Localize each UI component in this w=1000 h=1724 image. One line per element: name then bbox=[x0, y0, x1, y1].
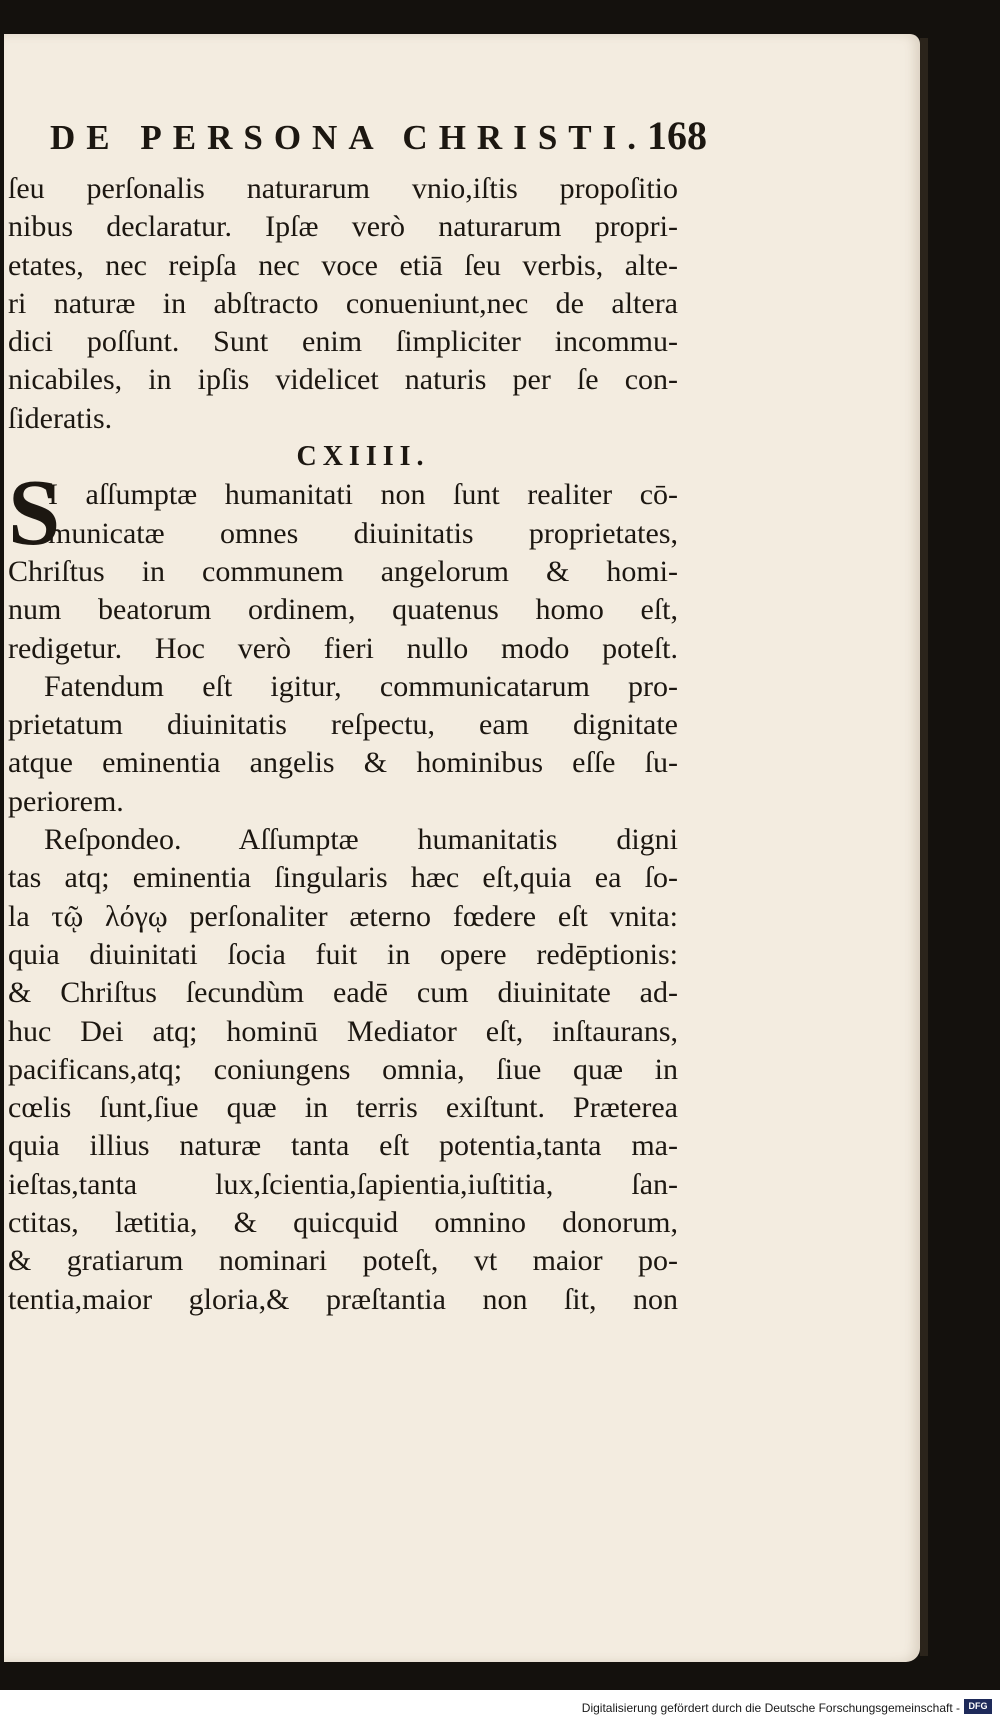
text-line: periorem. bbox=[8, 784, 124, 818]
section-paragraph bbox=[8, 461, 678, 566]
text-line: I aſſumptæ humanitati non ſunt realiter cō- bbox=[48, 478, 678, 512]
text-line: ſeu perſonalis naturarum vnio,iſtis propoſitio bbox=[8, 172, 678, 205]
page-header bbox=[50, 112, 708, 159]
text-line: municatæ omnes diuinitatis proprietates, bbox=[48, 516, 678, 550]
text-line: etates, nec reipſa nec voce etiā ſeu verbis, alte- bbox=[8, 248, 678, 282]
page-number: 168 bbox=[647, 113, 708, 158]
text-line: la τῷ λόγῳ perſonaliter æterno fœdere eſt vnita: bbox=[8, 899, 678, 933]
text-line: Chriſtus in communem angelorum & homi- bbox=[8, 554, 678, 588]
text-line: ieſtas,tanta lux,ſcientia,ſapientia,iuſtitia, ſan- bbox=[8, 1167, 678, 1201]
text-line: & gratiarum nominari poteſt, vt maior po- bbox=[8, 1244, 678, 1278]
text-line: dici poſſunt. Sunt enim ſimpliciter incommu- bbox=[8, 325, 678, 359]
text-line: redigetur. Hoc verò fieri nullo modo poteſt. bbox=[8, 631, 678, 665]
text-line: huc Dei atq; hominū Mediator eſt, inſtaurans, bbox=[8, 1014, 678, 1048]
text-line: Reſpondeo. Aſſumptæ humanitatis digni bbox=[44, 823, 678, 857]
text-line: quia diuinitati ſocia fuit in opere redēptionis: bbox=[8, 937, 678, 971]
text-line: atque eminentia angelis & hominibus eſſe ſu- bbox=[8, 746, 678, 780]
page-edge-shadow bbox=[920, 38, 928, 1656]
text-line: num beatorum ordinem, quatenus homo eſt, bbox=[8, 593, 678, 627]
text-line: ctitas, lætitia, & quicquid omnino donorum, bbox=[8, 1206, 678, 1240]
body-text bbox=[8, 170, 678, 1319]
text-line: prietatum diuinitatis reſpectu, eam dignitate bbox=[8, 708, 678, 742]
text-line: Fatendum eſt igitur, communicatarum pro- bbox=[44, 669, 678, 703]
text-line: cœlis ſunt,ſiue quæ in terris exiſtunt. Præterea bbox=[8, 1091, 678, 1125]
dfg-logo: DFG bbox=[964, 1699, 992, 1714]
text-line: pacificans,atq; coniungens omnia, ſiue quæ in bbox=[8, 1052, 678, 1086]
drop-cap: S bbox=[8, 461, 61, 566]
text-line: ri naturæ in abſtracto conueniunt,nec de altera bbox=[8, 286, 678, 320]
text-line: nibus declaratur. Ipſæ verò naturarum propri- bbox=[8, 210, 678, 244]
text-line: tentia,maior gloria,& præſtantia non ſit, non bbox=[8, 1282, 678, 1316]
section-heading: CXIIII. bbox=[296, 441, 430, 473]
text-line: tas atq; eminentia ſingularis hæc eſt,quia ea ſo- bbox=[8, 861, 678, 895]
text-line: nicabiles, in ipſis videlicet naturis per ſe con- bbox=[8, 363, 678, 397]
funding-credit: Digitalisierung gefördert durch die Deutsche Forschungsgemeinschaft - bbox=[581, 1701, 960, 1715]
text-line: ſideratis. bbox=[8, 401, 113, 435]
text-line: & Chriſtus ſecundùm eadē cum diuinitate ad- bbox=[8, 976, 678, 1010]
running-head: DE PERSONA CHRISTI. bbox=[50, 118, 648, 157]
text-line: quia illius naturæ tanta eſt potentia,tanta ma- bbox=[8, 1129, 678, 1163]
